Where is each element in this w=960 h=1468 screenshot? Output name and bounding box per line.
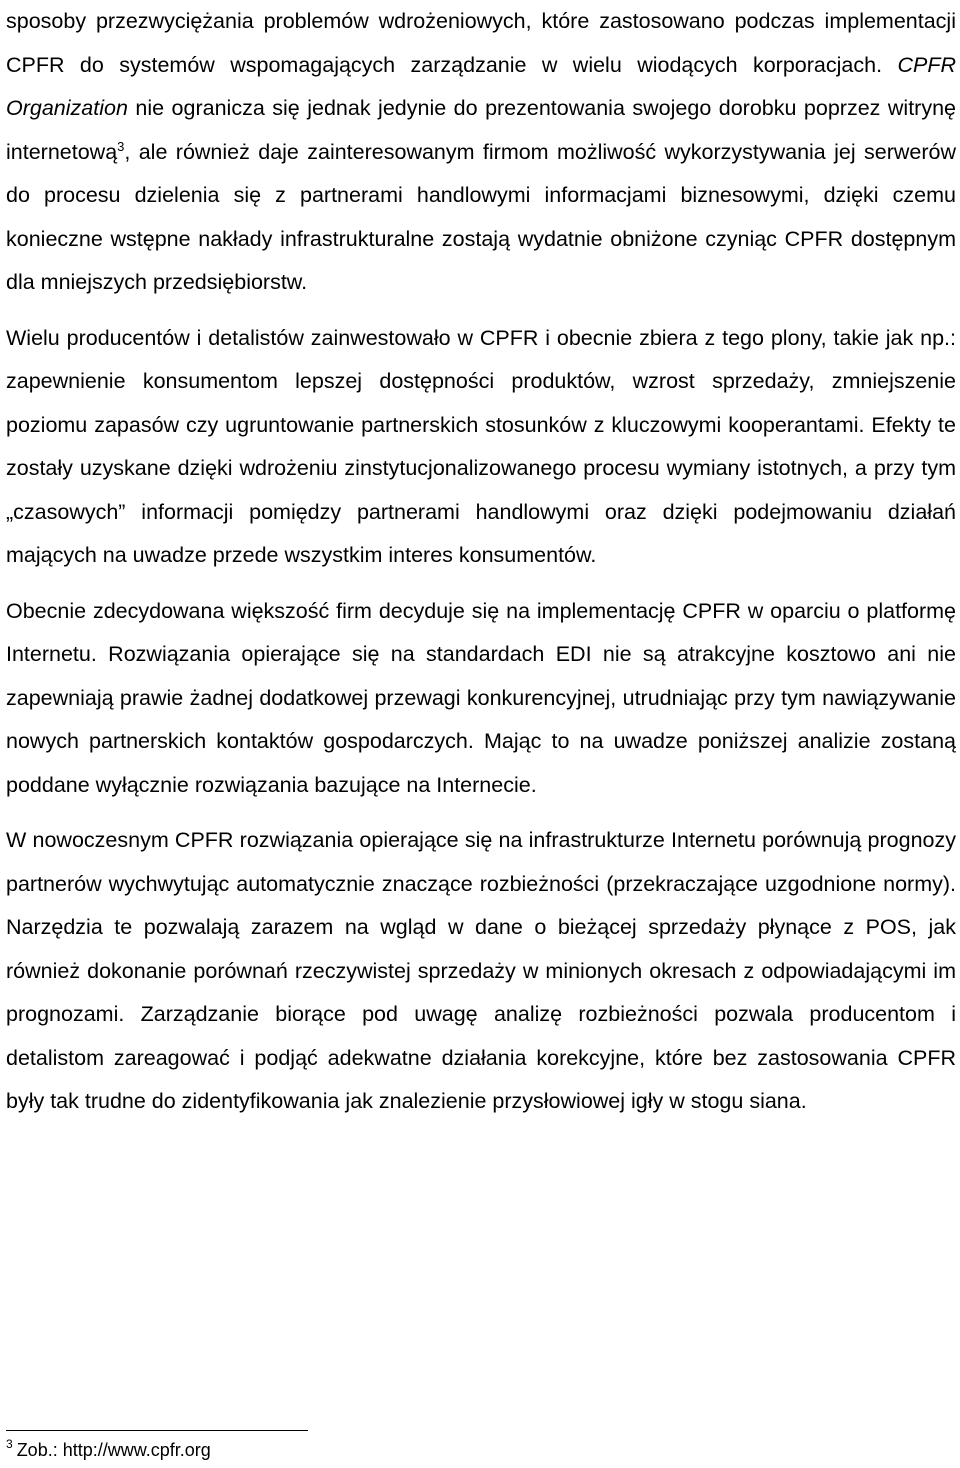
- paragraph-3: Obecnie zdecydowana większość firm decyduje się na implementację CPFR w oparciu o platformę Internetu. Rozwiązania opierające się na standardach EDI nie są atrakcyjne kosztowo ani nie zapewniają prawie żadnej dodatkowej przewagi konkurencyjnej, utrudniając przy tym nawiązywanie nowych partnerskich kontaktów gospodarczych. Mając to na uwadze poniższej analizie zostaną poddane wyłącznie rozwiązania bazujące na Internecie.: [6, 598, 956, 797]
- paragraph-1-part-3: , ale również daje zainteresowanym firmom możliwość wykorzystywania jej serwerów do procesu dzielenia się z partnerami handlowymi informacjami biznesowymi, dzięki czemu konieczne wstępne nakłady infrastrukturalne zostają wydatnie obniżone czyniąc CPFR dostępnym dla mniejszych przedsiębiorstw.: [6, 139, 956, 294]
- document-body: [6, 0, 956, 1124]
- footnote-divider: [6, 1430, 308, 1431]
- footnote-mark: 3: [6, 1437, 13, 1451]
- paragraph-1: [6, 0, 956, 305]
- paragraph-1-part-1: sposoby przezwyciężania problemów wdrożeniowych, które zastosowano podczas implementacji CPFR do systemów wspomagających zarządzanie w wielu wiodących korporacjach.: [6, 9, 956, 77]
- footnote-reference[interactable]: 3: [117, 138, 125, 154]
- organization-name: CPFR Organization: [6, 52, 956, 120]
- paragraph-2: Wielu producentów i detalistów zainwestowało w CPFR i obecnie zbiera z tego plony, takie jak np.: zapewnienie konsumentom lepszej dostępności produktów, wzrost sprzedaży, zmniejszenie poziomu zapasów czy ugruntowanie partnerskich stosunków z kluczowymi kooperantami. Efekty te zostały uzyskane dzięki wdrożeniu zinstytucjonalizowanego procesu wymiany istotnych, a przy tym „czasowych” informacji pomiędzy partnerami handlowymi oraz dzięki podejmowaniu działań mających na uwadze przede wszystkim interes konsumentów.: [6, 325, 956, 567]
- paragraph-4: W nowoczesnym CPFR rozwiązania opierające się na infrastrukturze Internetu porównują prognozy partnerów wychwytując automatycznie znaczące rozbieżności (przekraczające uzgodnione normy). Narzędzia te pozwalają zarazem na wgląd w dane o bieżącej sprzedaży płynące z POS, jak również dokonanie porównań rzeczywistej sprzedaży w minionych okresach z odpowiadającymi im prognozami. Zarządzanie biorące pod uwagę analizę rozbieżności pozwala producentom i detalistom zareagować i podjąć adekwatne działania korekcyjne, które bez zastosowania CPFR były tak trudne do zidentyfikowania jak znalezienie przysłowiowej igły w stogu siana.: [6, 828, 956, 1113]
- footnote-text: Zob.: http://www.cpfr.org: [16, 1440, 211, 1460]
- footnote: [6, 1438, 211, 1462]
- paragraph-1-part-2: nie ogranicza się jednak jedynie do prezentowania swojego dorobku poprzez witrynę internetową: [6, 96, 956, 164]
